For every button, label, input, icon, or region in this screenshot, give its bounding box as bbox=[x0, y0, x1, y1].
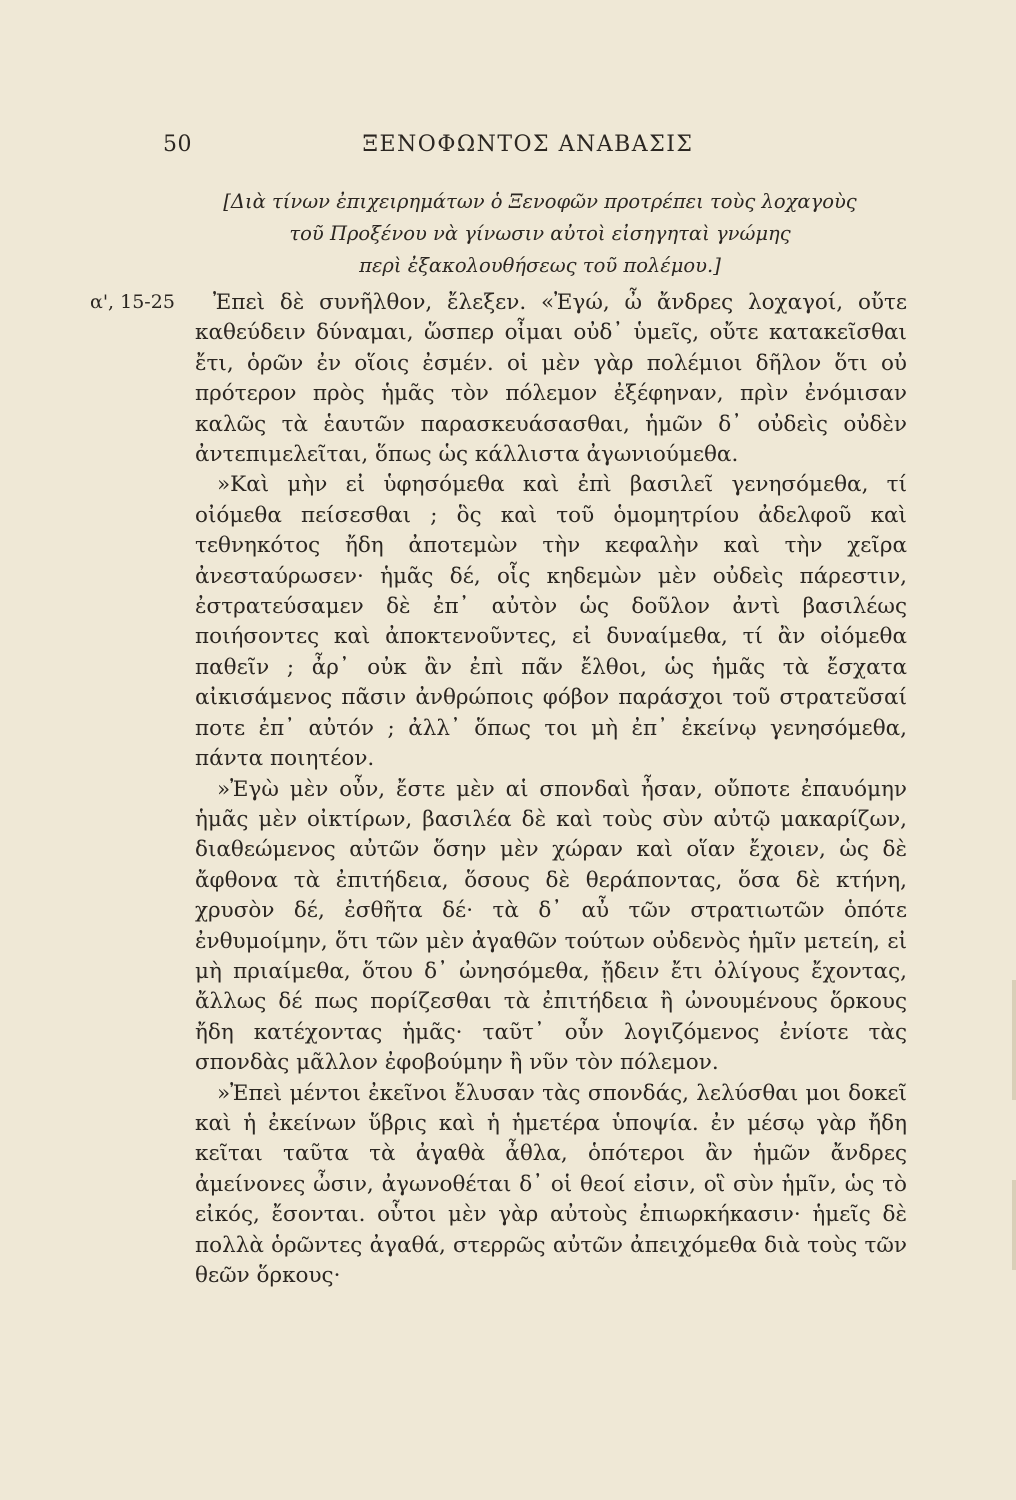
paragraph: Ἐπεὶ δὲ συνῆλθον, ἔλεξεν. «Ἐγώ, ὦ ἄνδρες λοχαγοί, οὔτε καθεύδειν δύναμαι, ὥσπερ οἶμαι οὐδ᾽ ὑμεῖς, οὔτε κατακεῖσθαι ἔτι, ὁρῶν ἐν οἵοις ἐσμέν. οἱ μὲν γὰρ πολέμιοι δῆλον ὅτι οὐ πρότερον πρὸς ἡμᾶς τὸν πόλεμον ἐξέφηναν, πρὶν ἐνόμισαν καλῶς τὰ ἑαυτῶν παρασκευάσασθαι, ἡμῶν δ᾽ οὐδεὶς οὐδὲν ἀντεπιμελεῖται, ὅπως ὡς κάλλιστα ἀγωνιούμεθα. bbox=[195, 290, 907, 468]
page-edge-shadow bbox=[1012, 980, 1016, 1100]
running-title: ΞΕΝΟΦΩΝΤΟΣ ΑΝΑΒΑΣΙΣ bbox=[362, 132, 694, 157]
section-heading-line: [Διὰ τίνων ἐπιχειρημάτων ὁ Ξενοφῶν προτρέπει τοὺς λοχαγοὺς bbox=[223, 190, 857, 213]
paragraph: »Ἐγὼ μὲν οὖν, ἔστε μὲν αἱ σπονδαὶ ἦσαν, οὔποτε ἐπαυόμην ἡμᾶς μὲν οἰκτίρων, βασιλέα δὲ καὶ τοὺς σὺν αὐτῷ μακαρίζων, διαθεώμενος αὐτῶν ὅσην μὲν χώραν καὶ οἵαν ἔχοιεν, ὡς δὲ ἄφθονα τὰ ἐπιτήδεια, ὅσους δὲ θεράποντας, ὅσα δὲ κτήνη, χρυσὸν δέ, ἐσθῆτα δέ· τὰ δ᾽ αὖ τῶν στρατιωτῶν ὁπότε ἐνθυμοίμην, ὅτι τῶν μὲν ἀγαθῶν τούτων οὐδενὸς ἡμῖν μετείη, εἰ μὴ πριαίμεθα, ὅτου δ᾽ ὠνησόμεθα, ᾔδειν ἔτι ὀλίγους ἔχοντας, ἄλλως δέ πως πορίζεσθαι τὰ ἐπιτήδεια ἢ ὠνουμένους ὅρκους ἤδη κατέχοντας ἡμᾶς· ταῦτ᾽ οὖν λογιζόμενος ἐνίοτε τὰς σπονδὰς μᾶλλον ἐφοβούμην ἢ νῦν τὸν πόλεμον. bbox=[195, 776, 907, 1076]
body-text bbox=[195, 288, 907, 1291]
margin-reference: α', 15-25 bbox=[90, 291, 175, 313]
section-heading-line: περὶ ἐξακολουθήσεως τοῦ πολέμου.] bbox=[359, 254, 721, 277]
section-heading-line: τοῦ Προξένου νὰ γίνωσιν αὐτοὶ εἰσηγηταὶ γνώμης bbox=[289, 222, 791, 245]
paragraph: »Ἐπεὶ μέντοι ἐκεῖνοι ἔλυσαν τὰς σπονδάς, λελύσθαι μοι δοκεῖ καὶ ἡ ἐκείνων ὕβρις καὶ ἡ ἡμετέρα ὑποψία. ἐν μέσῳ γὰρ ἤδη κεῖται ταῦτα τὰ ἀγαθὰ ἆθλα, ὁπότεροι ἂν ἡμῶν ἄνδρες ἀμείνονες ὦσιν, ἀγωνοθέται δ᾽ οἱ θεοί εἰσιν, οἳ σὺν ἡμῖν, ὡς τὸ εἰκός, ἔσονται. οὗτοι μὲν γὰρ αὐτοὺς ἐπιωρκήκασιν· ἡμεῖς δὲ πολλὰ ὁρῶντες ἀγαθά, στερρῶς αὐτῶν ἀπειχόμεθα διὰ τοὺς τῶν θεῶν ὅρκους· bbox=[195, 1080, 907, 1288]
page-number: 50 bbox=[163, 132, 192, 157]
section-heading bbox=[200, 186, 880, 282]
page-edge-shadow bbox=[1012, 1180, 1016, 1270]
paragraph: »Καὶ μὴν εἰ ὑφησόμεθα καὶ ἐπὶ βασιλεῖ γενησόμεθα, τί οἰόμεθα πείσεσθαι ; ὃς καὶ τοῦ ὁμομητρίου ἀδελφοῦ καὶ τεθνηκότος ἤδη ἀποτεμὼν τὴν κεφαλὴν καὶ τὴν χεῖρα ἀνεσταύρωσεν· ἡμᾶς δέ, οἷς κηδεμὼν μὲν οὐδεὶς πάρεστιν, ἐστρατεύσαμεν δὲ ἐπ᾽ αὐτὸν ὡς δοῦλον ἀντὶ βασιλέως ποιήσοντες καὶ ἀποκτενοῦντες, εἰ δυναίμεθα, τί ἂν οἰόμεθα παθεῖν ; ἆρ᾽ οὐκ ἂν ἐπὶ πᾶν ἔλθοι, ὡς ἡμᾶς τὰ ἔσχατα αἰκισάμενος πᾶσιν ἀνθρώποις φόβον παράσχοι τοῦ στρατεῦσαί ποτε ἐπ᾽ αὐτόν ; ἀλλ᾽ ὅπως τοι μὴ ἐπ᾽ ἐκείνῳ γενησόμεθα, πάντα ποιητέον. bbox=[195, 472, 907, 772]
